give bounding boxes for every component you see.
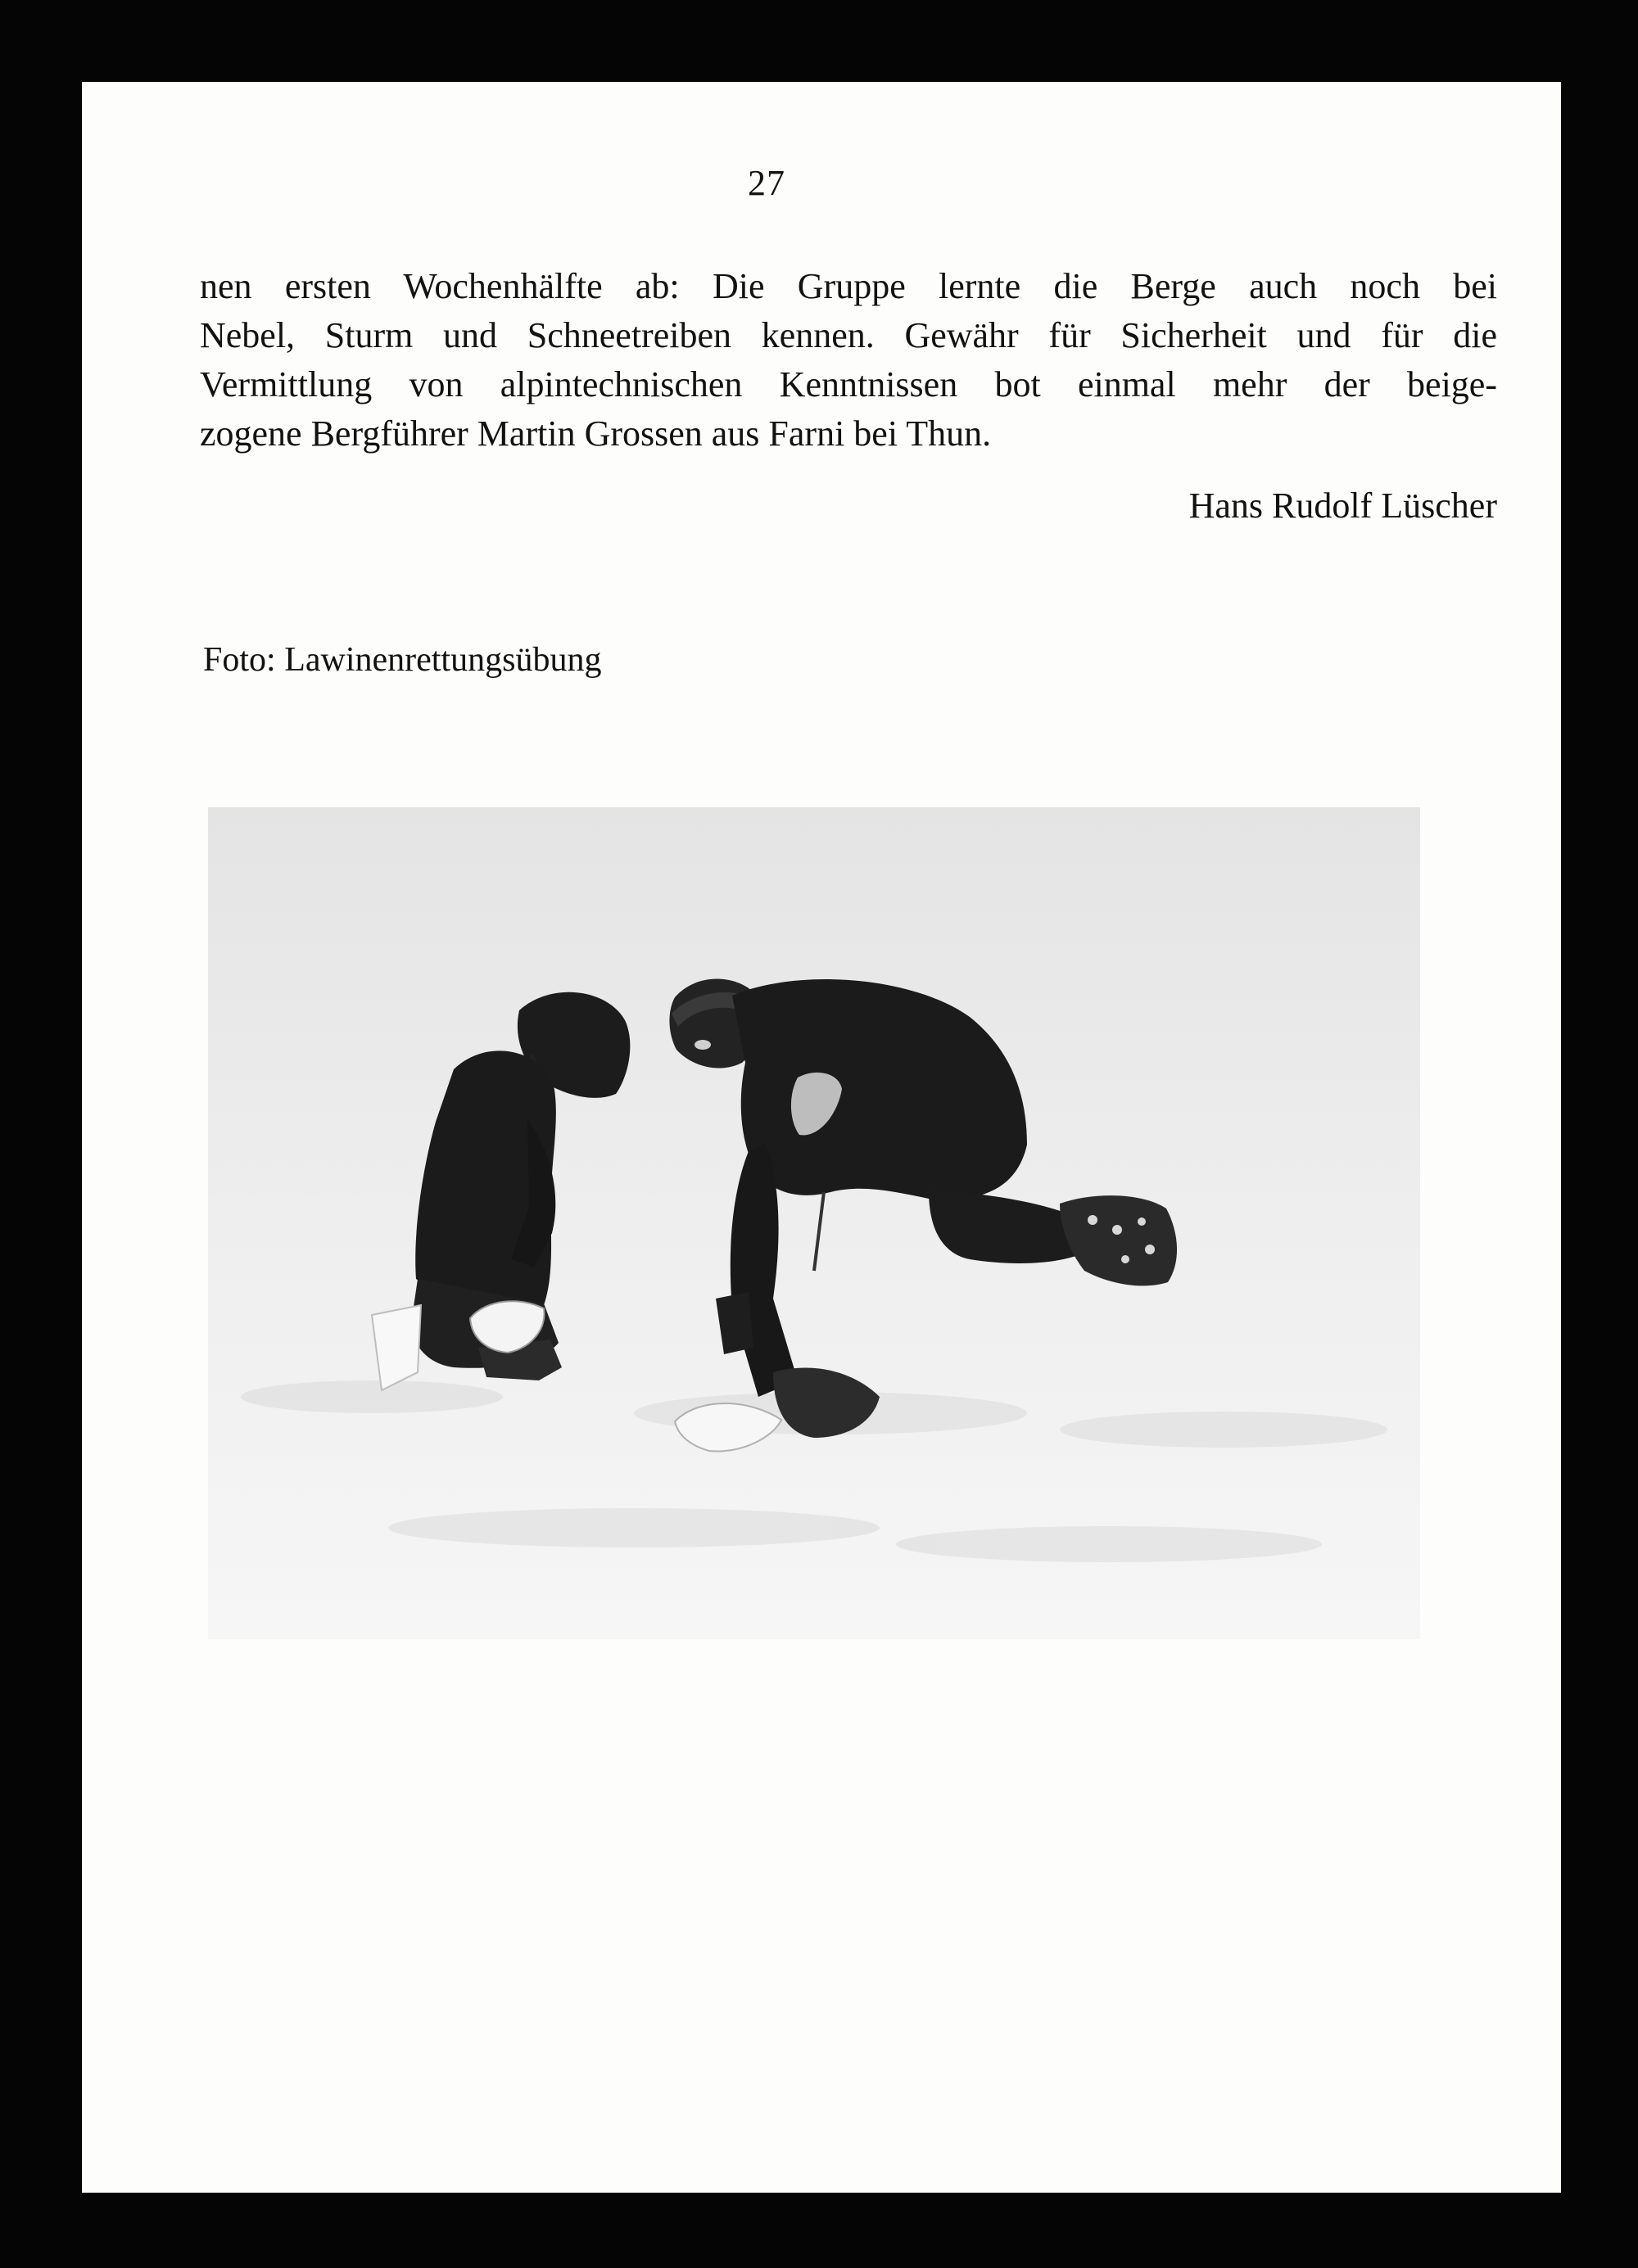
photo-illustration [208,807,1420,1639]
document-page [82,82,1561,2193]
photo-caption: Foto: Lawinenrettungsübung [203,641,602,679]
author-signature: Hans Rudolf Lüscher [1188,486,1497,526]
body-line: zogene Bergführer Martin Grossen aus Farni bei Thun. [200,413,992,454]
avalanche-rescue-photo [208,807,1420,1639]
body-line: Nebel, Sturm und Schneetreiben kennen. Gewähr für Sicherheit und für die [200,315,1497,355]
body-line: Vermittlung von alpintechnischen Kenntnissen bot einmal mehr der beige- [200,364,1497,404]
snow-background [208,807,1420,1639]
body-line: nen ersten Wochenhälfte ab: Die Gruppe lernte die Berge auch noch bei [200,266,1497,306]
body-paragraph [200,262,1497,459]
page-number: 27 [748,163,785,203]
